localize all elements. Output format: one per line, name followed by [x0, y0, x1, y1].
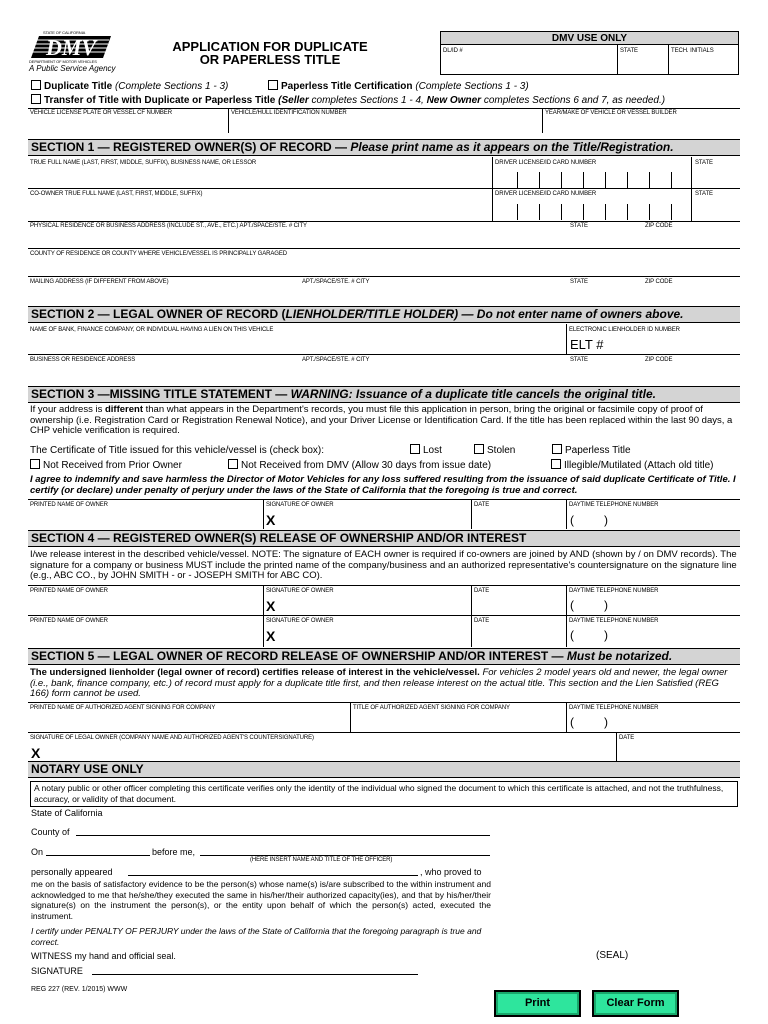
make-label: YEAR/MAKE OF VEHICLE OR VESSEL BUILDER — [545, 110, 677, 116]
plate-label: VEHICLE LICENSE PLATE OR VESSEL CF NUMBER — [30, 110, 172, 116]
s3-para-a: If your address is — [30, 404, 105, 415]
make-input[interactable] — [545, 118, 738, 132]
stolen-label: Stolen — [487, 445, 516, 456]
print-button[interactable]: Print — [494, 990, 581, 1017]
s4-date-2: DATE — [474, 618, 490, 624]
county-input[interactable] — [30, 260, 730, 274]
s4-printed-name-input-2[interactable] — [30, 628, 260, 642]
s3-para-c: than what appears in the Department's records, you must file this application in person, bring the original or facsimile copy of proof of ownership (i.e. Registration Card or Registration Renewal Notice), and your Driver License or Identification Card. If the title has been replaced within the last 90 days, a CHP vehicle verification is required. — [30, 404, 733, 436]
dl-box-divider — [517, 204, 518, 220]
dl-box-divider — [539, 172, 540, 188]
transfer-note-a: (Seller — [278, 95, 309, 106]
dlid-label: DL/ID # — [443, 48, 463, 54]
s4-sig-x-1: X — [266, 598, 276, 614]
logo-text: DMV — [45, 35, 97, 60]
s3-sig-x: X — [266, 512, 276, 528]
form-title-line2: OR PAPERLESS TITLE — [199, 52, 341, 67]
form-id: REG 227 (REV. 1/2015) WWW — [31, 986, 128, 993]
s5-sig-x: X — [31, 745, 41, 761]
dl-box-divider — [605, 204, 606, 220]
transfer-label: Transfer of Title with Duplicate or Paperless Title — [44, 95, 276, 106]
lost-option[interactable] — [410, 444, 442, 456]
s1-county-label: COUNTY OF RESIDENCE OR COUNTY WHERE VEHICLE/VESSEL IS PRINCIPALLY GARAGED — [30, 251, 287, 257]
lienholder-name-input[interactable] — [30, 337, 560, 351]
section-3-header — [28, 386, 740, 403]
elt-value: ELT # — [570, 337, 604, 352]
illegible-checkbox[interactable] — [551, 459, 561, 469]
s1-co-owner-label: CO-OWNER TRUE FULL NAME (LAST, FIRST, MIDDLE, SUFFIX) — [30, 191, 203, 197]
paperless-label: Paperless Title — [565, 445, 631, 456]
s1-name-label: TRUE FULL NAME (LAST, FIRST, MIDDLE, SUFFIX), BUSINESS NAME, OR LESSOR — [30, 160, 257, 166]
mailing-address-input[interactable] — [30, 288, 730, 302]
s4-signature-1: SIGNATURE OF OWNER — [266, 588, 334, 594]
s4-printed-name-1: PRINTED NAME OF OWNER — [30, 588, 108, 594]
s4-phone-paren-2: ( ) — [570, 628, 608, 642]
s4-sig-x-2: X — [266, 628, 276, 644]
paperless-option[interactable] — [552, 444, 631, 456]
physical-address-input[interactable] — [30, 232, 730, 246]
s4-phone-paren-1: ( ) — [570, 598, 608, 612]
s2-bank-label: NAME OF BANK, FINANCE COMPANY, OR INDIVIDUAL HAVING A LIEN ON THIS VEHICLE — [30, 327, 274, 333]
s3-date: DATE — [474, 502, 490, 508]
dl-box-divider — [671, 172, 672, 188]
s4-date-1: DATE — [474, 588, 490, 594]
s2-elt-label: ELECTRONIC LIENHOLDER ID NUMBER — [569, 327, 680, 333]
s1-dl-label-2: DRIVER LICENSE/ID CARD NUMBER — [495, 191, 597, 197]
s1-mailing-apt: APT./SPACE/STE. # CITY — [302, 279, 370, 285]
notary-on: On — [31, 847, 44, 857]
logo-state: STATE OF CALIFORNIA — [43, 30, 86, 35]
vin-input[interactable] — [231, 118, 539, 132]
option-transfer[interactable] — [31, 94, 665, 106]
not-received-owner-checkbox[interactable] — [30, 459, 40, 469]
illegible-option[interactable] — [551, 459, 714, 471]
s3-para — [30, 405, 740, 437]
s5-sig-label: SIGNATURE OF LEGAL OWNER (COMPANY NAME AND AUTHORIZED AGENT'S COUNTERSIGNATURE) — [30, 735, 314, 741]
paperless-checkbox[interactable] — [552, 444, 562, 454]
dl-box-divider — [561, 172, 562, 188]
dl-box-divider — [671, 204, 672, 220]
dl-box-divider — [627, 204, 628, 220]
s1-mailing-label: MAILING ADDRESS (IF DIFFERENT FROM ABOVE) — [30, 279, 169, 285]
s5-agent-title: TITLE OF AUTHORIZED AGENT SIGNING FOR COMPANY — [353, 705, 510, 711]
notary-header: NOTARY USE ONLY — [28, 761, 740, 778]
s5-title-a: SECTION 5 — LEGAL OWNER OF RECORD RELEASE OF OWNERSHIP AND/OR INTEREST — — [31, 649, 567, 663]
s4-signature-2: SIGNATURE OF OWNER — [266, 618, 334, 624]
s5-phone-paren: ( ) — [570, 715, 608, 729]
transfer-note-d: completes Sections 6 and 7, as needed.) — [483, 95, 666, 106]
dmv-state-label: STATE — [620, 48, 638, 54]
s3-signature: SIGNATURE OF OWNER — [266, 502, 334, 508]
dl-box-divider — [649, 204, 650, 220]
dmv-use-only-box — [440, 31, 739, 75]
s1-physical-state: STATE — [570, 223, 588, 229]
s5-date: DATE — [619, 735, 635, 741]
s3-cert-line: The Certificate of Title issued for this vehicle/vessel is (check box): — [30, 445, 325, 456]
s3-phone-paren: ( ) — [570, 513, 608, 527]
s4-para: I/we release interest in the described vehicle/vessel. NOTE: The signature of EACH owner is required if co-owners are joined by AND (shown by / on DMV records). The signature for a company or business MUST include the printed name of the company/business and an authorized representative's countersignature on the signature line (e.g., ABC CO., by JOHN SMITH - or - JOSEPH SMITH for ABC CO). — [30, 549, 737, 581]
public-service: A Public Service Agency — [29, 64, 116, 73]
notary-personally: personally appeared — [31, 867, 113, 877]
s3-agree: I agree to indemnify and save harmless the Director of Motor Vehicles for any loss suffered resulting from the issuance of said duplicate Certificate of Title. I certify (or declare) under penalty of perjury under the laws of the State of California that the foregoing is true and correct. — [30, 474, 736, 496]
duplicate-title-label: Duplicate Title — [44, 81, 113, 92]
s3-printed-name: PRINTED NAME OF OWNER — [30, 502, 108, 508]
notary-who-proved: , who proved to — [420, 867, 482, 877]
s2-zip-label: ZIP CODE — [645, 357, 673, 363]
notary-signature: SIGNATURE — [31, 966, 83, 976]
s2-state-label: STATE — [570, 357, 588, 363]
not-received-owner-option[interactable] — [30, 459, 182, 471]
dmv-logo-icon — [29, 34, 113, 60]
s5-title-b: Must be notarized. — [566, 649, 673, 663]
stolen-option[interactable] — [474, 444, 515, 456]
s3-title-a: SECTION 3 —MISSING TITLE STATEMENT — — [31, 387, 291, 401]
notary-certify: I certify under PENALTY OF PERJURY under the laws of the State of California that the foregoing paragraph is true and correct. — [31, 926, 482, 947]
dl-box-divider — [539, 204, 540, 220]
s2-title-b: LIENHOLDER/TITLE HOLDER — [285, 307, 455, 321]
s1-physical-zip: ZIP CODE — [645, 223, 673, 229]
notary-state: State of California — [31, 808, 103, 818]
transfer-note-b: completes Sections 1 - 4, — [311, 95, 424, 106]
notary-body: me on the basis of satisfactory evidence to be the person(s) whose name(s) is/are subscribed to the within instrument and acknowledged to me that he/she/they executed the same in his/her/their authorized capacity(ies), and that by his/her/their signature(s) on the instrument the person(s), or the entity upon behalf of which the person(s) acted, executed the instrument. — [31, 879, 491, 921]
s3-phone: DAYTIME TELEPHONE NUMBER — [569, 502, 659, 508]
lost-checkbox[interactable] — [410, 444, 420, 454]
s1-dl-label: DRIVER LICENSE/ID CARD NUMBER — [495, 160, 597, 166]
stolen-checkbox[interactable] — [474, 444, 484, 454]
notary-witness: WITNESS my hand and official seal. — [31, 951, 176, 961]
section-4-header: SECTION 4 — REGISTERED OWNER(S) RELEASE OF OWNERSHIP AND/OR INTEREST — [28, 530, 740, 547]
form-title — [150, 40, 390, 66]
notary-before: before me, — [152, 847, 196, 857]
dl-box-divider — [627, 172, 628, 188]
duplicate-title-checkbox[interactable] — [31, 80, 41, 90]
notary-county: County of — [31, 827, 70, 837]
transfer-note-c: New Owner — [426, 95, 482, 106]
s2-title-a: SECTION 2 — LEGAL OWNER OF RECORD ( — [31, 307, 286, 321]
option-paperless-cert[interactable] — [268, 80, 529, 92]
s1-state-label: STATE — [695, 160, 713, 166]
clear-form-button[interactable]: Clear Form — [592, 990, 679, 1017]
s2-title-c: ) — Do not enter name of owners above. — [454, 307, 684, 321]
s4-phone-2: DAYTIME TELEPHONE NUMBER — [569, 618, 659, 624]
s1-physical-label: PHYSICAL RESIDENCE OR BUSINESS ADDRESS (INCLUDE ST., AVE., ETC.) APT./SPACE/STE. # CITY — [30, 223, 307, 229]
s5-para — [30, 668, 740, 700]
s4-phone-1: DAYTIME TELEPHONE NUMBER — [569, 588, 659, 594]
option-duplicate-title[interactable] — [31, 80, 228, 92]
not-received-owner-label: Not Received from Prior Owner — [43, 460, 182, 471]
vin-label: VEHICLE/HULL IDENTIFICATION NUMBER — [231, 110, 347, 116]
notary-seal: (SEAL) — [596, 950, 629, 961]
s5-agent-name-input[interactable] — [30, 715, 345, 729]
s2-address-label: BUSINESS OR RESIDENCE ADDRESS — [30, 357, 136, 363]
dmv-logo — [29, 30, 113, 64]
notary-box: A notary public or other officer completing this certificate verifies only the identity of the individual who signed the document to which this certificate is attached, and not the truthfulness, accuracy, or validity of that document. — [30, 781, 738, 807]
plate-input[interactable] — [30, 118, 225, 132]
s3-printed-name-input[interactable] — [30, 512, 260, 526]
not-received-dmv-checkbox[interactable] — [228, 459, 238, 469]
form-title-line1: APPLICATION FOR DUPLICATE — [172, 39, 368, 54]
section-5-header — [28, 648, 740, 665]
s1-mailing-zip: ZIP CODE — [645, 279, 673, 285]
section-2-header — [28, 306, 740, 323]
s4-printed-name-input-1[interactable] — [30, 598, 260, 612]
logo-dept: DEPARTMENT OF MOTOR VEHICLES — [29, 59, 97, 64]
dl-box-divider — [649, 172, 650, 188]
not-received-dmv-label: Not Received from DMV (Allow 30 days from issue date) — [241, 460, 492, 471]
tech-initials-label: TECH. INITIALS — [671, 48, 714, 54]
s3-title-b: WARNING: Issuance of a duplicate title cancels the original title. — [290, 387, 656, 401]
dl-box-divider — [583, 172, 584, 188]
s5-agent-title-input[interactable] — [353, 715, 563, 729]
not-received-dmv-option[interactable] — [228, 459, 491, 471]
s5-para-b: For vehicles 2 model years old and newer, the legal owner (i.e., bank, finance company, etc.) of record must apply for a duplicate title first, and then release interest on the actual title. This section and the Lien Satisfied (REG 166) form cannot be used. — [30, 667, 728, 699]
s3-para-b: different — [104, 404, 143, 415]
section-1-header — [28, 139, 740, 156]
s2-apt-label: APT./SPACE/STE. # CITY — [302, 357, 370, 363]
paperless-cert-label: Paperless Title Certification — [281, 81, 413, 92]
dl-box-divider — [561, 204, 562, 220]
s1-state-label-2: STATE — [695, 191, 713, 197]
s1-title-a: SECTION 1 — REGISTERED OWNER(S) OF RECORD — — [31, 140, 351, 154]
dmv-use-only-title: DMV USE ONLY — [441, 32, 738, 45]
dl-box-divider — [605, 172, 606, 188]
s5-para-a: The undersigned lienholder (legal owner of record) certifies release of interest in the vehicle/vessel. — [30, 667, 480, 678]
s4-printed-name-2: PRINTED NAME OF OWNER — [30, 618, 108, 624]
illegible-label: Illegible/Mutilated (Attach old title) — [564, 460, 714, 471]
paperless-cert-checkbox[interactable] — [268, 80, 278, 90]
s1-mailing-state: STATE — [570, 279, 588, 285]
dl-box-divider — [583, 204, 584, 220]
lienholder-address-input[interactable] — [30, 366, 730, 380]
paperless-cert-note: (Complete Sections 1 - 3) — [415, 81, 529, 92]
s5-phone: DAYTIME TELEPHONE NUMBER — [569, 705, 659, 711]
co-owner-name-input[interactable] — [30, 203, 490, 217]
s1-title-b: Please print name as it appears on the Title/Registration. — [350, 140, 674, 154]
notary-insert: (HERE INSERT NAME AND TITLE OF THE OFFICER) — [250, 857, 393, 863]
owner-name-input[interactable] — [30, 170, 490, 184]
transfer-checkbox[interactable] — [31, 94, 41, 104]
duplicate-title-note: (Complete Sections 1 - 3) — [114, 81, 229, 92]
dl-box-divider — [517, 172, 518, 188]
lost-label: Lost — [423, 445, 442, 456]
s5-agent-name: PRINTED NAME OF AUTHORIZED AGENT SIGNING FOR COMPANY — [30, 705, 216, 711]
